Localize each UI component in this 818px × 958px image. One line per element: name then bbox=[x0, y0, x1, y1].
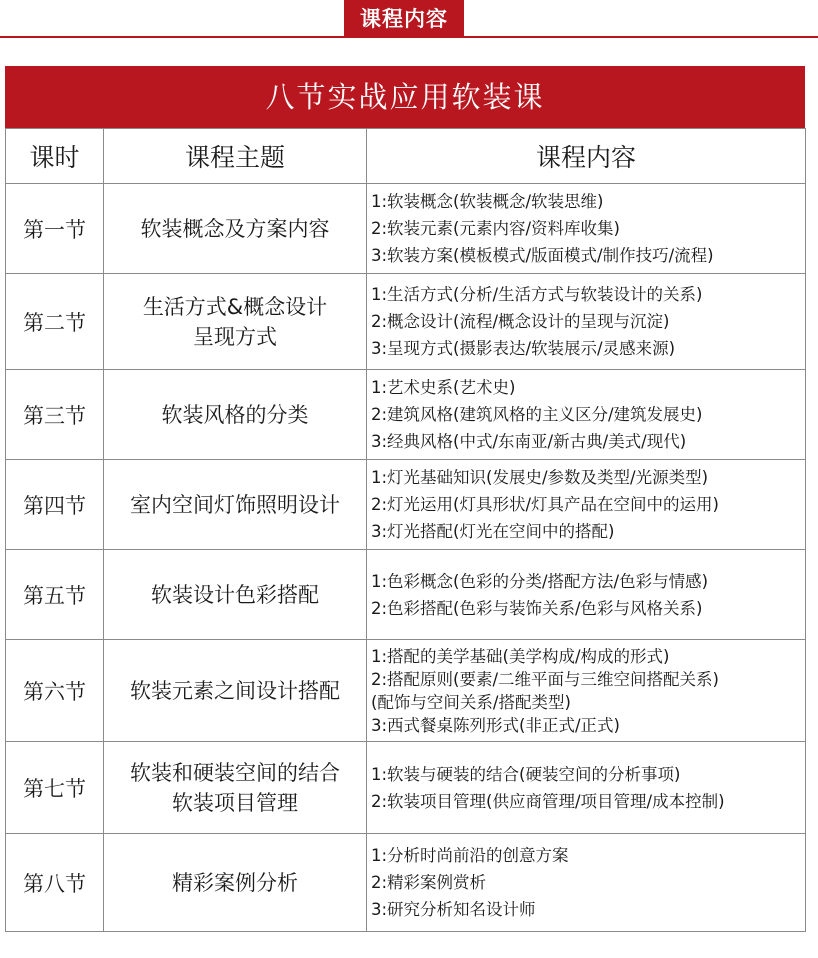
content-cell bbox=[367, 550, 806, 640]
lesson-cell: 第三节 bbox=[6, 370, 104, 460]
topic-cell bbox=[104, 742, 367, 834]
topic-line: 生活方式&概念设计 bbox=[142, 294, 328, 319]
header-lesson: 课时 bbox=[6, 129, 104, 184]
lesson-cell: 第八节 bbox=[6, 834, 104, 932]
content-line: 1:灯光基础知识(发展史/参数及类型/光源类型) bbox=[371, 468, 709, 487]
content-line: 2:软装元素(元素内容/资料库收集) bbox=[371, 219, 620, 238]
lesson-cell: 第五节 bbox=[6, 550, 104, 640]
table-banner-title: 八节实战应用软装课 bbox=[5, 66, 805, 128]
topic-line: 软装项目管理 bbox=[172, 790, 298, 815]
course-table bbox=[5, 128, 806, 932]
content-line: 1:色彩概念(色彩的分类/搭配方法/色彩与情感) bbox=[371, 571, 709, 591]
content-cell bbox=[367, 640, 806, 742]
table-row bbox=[6, 640, 806, 742]
topic-line: 软装设计色彩搭配 bbox=[151, 582, 319, 607]
topic-cell bbox=[104, 274, 367, 370]
content-line: 3:呈现方式(摄影表达/软装展示/灵感来源) bbox=[371, 339, 676, 358]
topic-cell bbox=[104, 640, 367, 742]
content-cell bbox=[367, 370, 806, 460]
content-line: 3:经典风格(中式/东南亚/新古典/美式/现代) bbox=[371, 432, 687, 451]
content-line: 1:软装概念(软装概念/软装思维) bbox=[371, 192, 604, 211]
content-line: 2:搭配原则(要素/二维平面与三维空间搭配关系) bbox=[371, 669, 719, 689]
table-row bbox=[6, 834, 806, 932]
content-line: 2:色彩搭配(色彩与装饰关系/色彩与风格关系) bbox=[371, 598, 703, 618]
topic-line: 软装元素之间设计搭配 bbox=[130, 678, 340, 703]
content-line: 1:艺术史系(艺术史) bbox=[371, 378, 516, 397]
content-line: 1:搭配的美学基础(美学构成/构成的形式) bbox=[371, 646, 670, 666]
content-line: 3:软装方案(模板模式/版面模式/制作技巧/流程) bbox=[371, 246, 714, 265]
topic-cell bbox=[104, 460, 367, 550]
topic-cell bbox=[104, 370, 367, 460]
table-row bbox=[6, 274, 806, 370]
topic-line: 精彩案例分析 bbox=[172, 870, 298, 895]
lesson-cell: 第一节 bbox=[6, 184, 104, 274]
content-line: 2:概念设计(流程/概念设计的呈现与沉淀) bbox=[371, 312, 670, 331]
course-table-wrap bbox=[5, 66, 805, 932]
content-line: 2:灯光运用(灯具形状/灯具产品在空间中的运用) bbox=[371, 495, 719, 514]
content-line: 3:研究分析知名设计师 bbox=[371, 900, 536, 919]
table-row bbox=[6, 742, 806, 834]
content-line: 3:西式餐桌陈列形式(非正式/正式) bbox=[371, 715, 620, 735]
topic-line: 软装和硬装空间的结合 bbox=[130, 760, 340, 785]
content-line: 1:分析时尚前沿的创意方案 bbox=[371, 846, 569, 865]
lesson-cell: 第二节 bbox=[6, 274, 104, 370]
content-cell bbox=[367, 742, 806, 834]
section-tag: 课程内容 bbox=[344, 0, 464, 38]
header-content: 课程内容 bbox=[367, 129, 806, 184]
lesson-cell: 第四节 bbox=[6, 460, 104, 550]
lesson-cell: 第六节 bbox=[6, 640, 104, 742]
content-line: 2:精彩案例赏析 bbox=[371, 873, 487, 892]
header-topic: 课程主题 bbox=[104, 129, 367, 184]
topic-cell bbox=[104, 184, 367, 274]
content-cell bbox=[367, 460, 806, 550]
content-line: 1:生活方式(分析/生活方式与软装设计的关系) bbox=[371, 285, 703, 304]
content-line: (配饰与空间关系/搭配类型) bbox=[371, 692, 571, 712]
topic-line: 软装概念及方案内容 bbox=[140, 216, 330, 241]
table-header-row bbox=[6, 129, 806, 184]
table-row bbox=[6, 184, 806, 274]
content-line: 2:软装项目管理(供应商管理/项目管理/成本控制) bbox=[371, 791, 725, 811]
topic-line: 室内空间灯饰照明设计 bbox=[130, 492, 340, 517]
course-table-body bbox=[6, 184, 806, 932]
content-cell bbox=[367, 184, 806, 274]
lesson-cell: 第七节 bbox=[6, 742, 104, 834]
topic-line: 软装风格的分类 bbox=[161, 402, 309, 427]
table-row bbox=[6, 550, 806, 640]
content-cell bbox=[367, 274, 806, 370]
content-line: 2:建筑风格(建筑风格的主义区分/建筑发展史) bbox=[371, 405, 703, 424]
topic-cell bbox=[104, 550, 367, 640]
table-row bbox=[6, 460, 806, 550]
topic-cell bbox=[104, 834, 367, 932]
content-line: 1:软装与硬装的结合(硬装空间的分析事项) bbox=[371, 764, 681, 784]
content-line: 3:灯光搭配(灯光在空间中的搭配) bbox=[371, 522, 615, 541]
content-cell bbox=[367, 834, 806, 932]
topic-line: 呈现方式 bbox=[193, 324, 277, 349]
table-row bbox=[6, 370, 806, 460]
